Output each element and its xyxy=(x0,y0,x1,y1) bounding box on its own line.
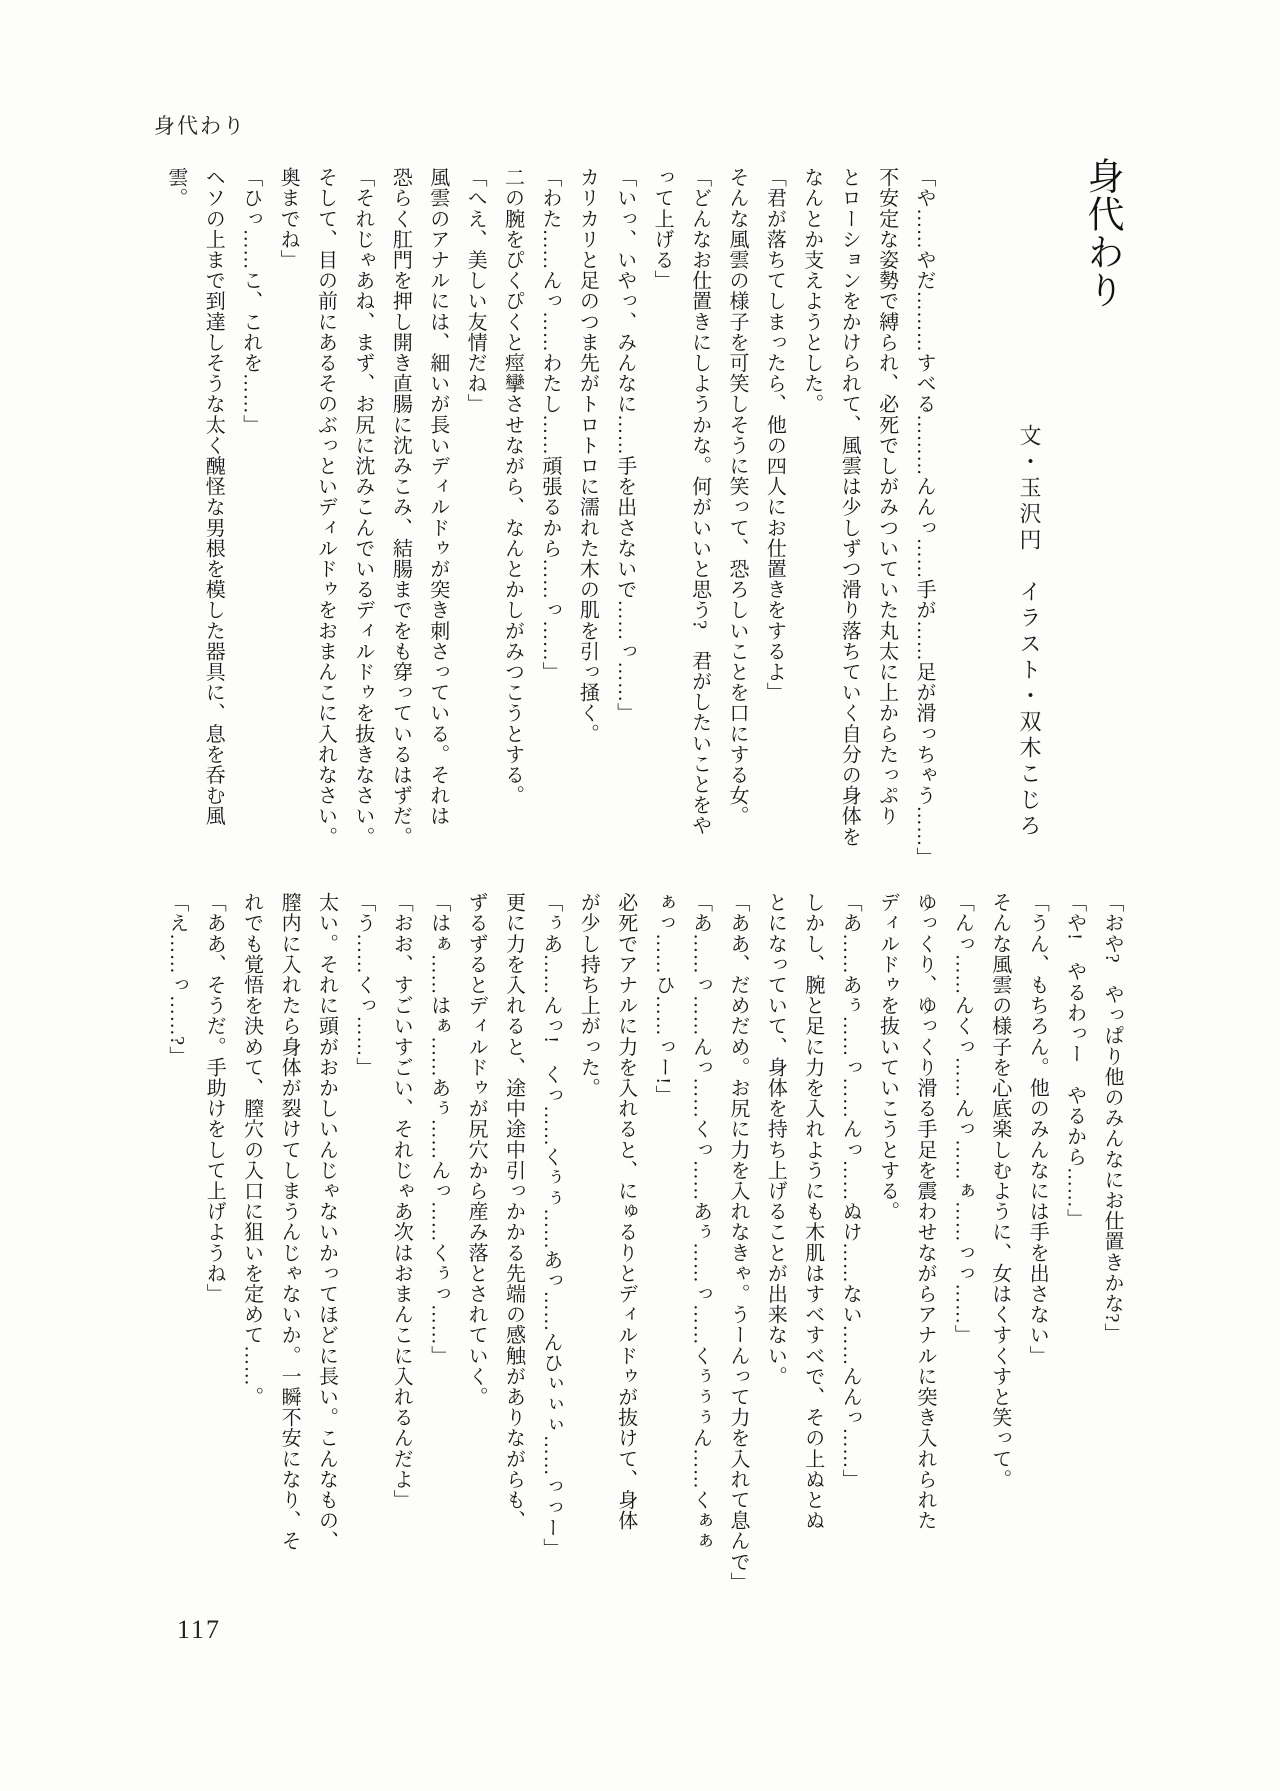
text-column: 「それじゃあね、まず、お尻に沈みこんでいるディルドゥを抜きなさい。 xyxy=(351,167,374,847)
text-column: 更に力を入れると、途中途中引っかかる先端の感触がありながらも、 xyxy=(502,892,525,1531)
text-column: とになっていて、身体を持ち上げることが出来ない。 xyxy=(764,892,787,1387)
text-column: ディルドゥを抜いていこうとする。 xyxy=(876,892,899,1222)
story-credits: 文・玉沢円 イラスト・双木こじろ xyxy=(1017,424,1042,840)
text-column: 「ああ、だめだめ。お尻に力を入れなきゃ。うーんって力を入れて息んで」 xyxy=(726,892,749,1593)
text-column: 「ひっ……こ、これを……」 xyxy=(239,167,262,435)
text-column: しかし、腕と足に力を入れようにも木肌はすべすべで、その上ぬとぬ xyxy=(801,892,824,1531)
text-column: 恐らく肛門を押し開き直腸に沈みこみ、結腸までをも穿っているはずだ。 xyxy=(389,167,412,847)
text-column: 雲。 xyxy=(164,167,187,209)
text-column: 「ぅあ……んっ! くっ……くぅぅ……あっ……んひぃぃぃ……っっー」 xyxy=(539,892,562,1559)
text-column: 風雲のアナルには、細いが長いディルドゥが突き刺さっている。それは xyxy=(426,167,449,827)
text-column: 「や! やるわっー やるから……」 xyxy=(1063,892,1086,1229)
running-header: 身代わり xyxy=(154,114,246,138)
text-column: 太い。それに頭がおかしいんじゃないかってほどに長い。こんなもの、 xyxy=(315,892,338,1552)
text-column: 「おお、すごいすごい、それじゃあ次はおまんこに入れるんだよ」 xyxy=(390,892,413,1510)
text-column: そんな風雲の様子を心底楽しむように、女はくすくすと笑って。 xyxy=(988,892,1011,1490)
text-column: 奥までね」 xyxy=(277,167,300,270)
text-column: そんな風雲の様子を可笑しそうに笑って、恐ろしいことを口にする女。 xyxy=(725,167,748,827)
text-column: ぁっ……ひ……っー!」 xyxy=(652,892,675,1106)
text-column: が少し持ち上がった。 xyxy=(577,892,600,1098)
text-block-bottom xyxy=(157,892,1130,1597)
text-column: そして、目の前にあるそのぶっといディルドゥをおまんこに入れなさい。 xyxy=(314,167,337,847)
text-column: 必死でアナルに力を入れると、にゅるりとディルドゥが抜けて、身体 xyxy=(614,892,637,1531)
text-column: れでも覚悟を決めて、膣穴の入口に狙いを定めて……。 xyxy=(240,892,263,1407)
text-column: なんとか支えようとした。 xyxy=(800,167,823,415)
text-column: ヘソの上まで到達しそうな太く醜怪な男根を模した器具に、息を呑む風 xyxy=(202,167,225,827)
story-title: 身代わり xyxy=(1081,157,1122,309)
text-column: 「おや? やっぱり他のみんなにお仕置きかな?」 xyxy=(1101,892,1123,1344)
text-column: って上げる」 xyxy=(651,167,674,291)
text-column: 「どんなお仕置きにしようかな。何がいいと思う? 君がしたいことをや xyxy=(688,167,711,836)
text-column: ずるずるとディルドゥが尻穴から産み落とされていく。 xyxy=(465,892,488,1407)
text-column: 「あ……あぅ……っ……んっ……ぬけ……ない……んんっ……」 xyxy=(839,892,862,1490)
text-column: 「君が落ちてしまったら、他の四人にお仕置きをするよ」 xyxy=(763,167,786,703)
text-column: 不安定な姿勢で縛られ、必死でしがみついていた丸太に上からたっぷり xyxy=(875,167,898,827)
text-column: 「へえ、美しい友情だね」 xyxy=(464,167,487,415)
text-column: 「う……くっ……」 xyxy=(352,892,375,1078)
text-column: とローションをかけられて、風雲は少しずつ滑り落ちていく自分の身体を xyxy=(838,167,861,847)
text-column: 「え……っ……?」 xyxy=(165,892,188,1067)
text-column: 「うん、もちろん。他のみんなには手を出さない」 xyxy=(1026,892,1049,1366)
page-number: 117 xyxy=(177,1615,222,1644)
text-column: カリカリと足のつま先がトロトロに濡れた木の肌を引っ掻く。 xyxy=(576,167,599,744)
text-column: 「あ……っ……んっ……くっ……あぅ……っ……くぅぅぅん……くぁぁ xyxy=(689,892,712,1552)
text-column: 二の腕をぴくぴくと痙攣させながら、なんとかしがみつこうとする。 xyxy=(501,167,524,806)
text-column: 膣内に入れたら身体が裂けてしまうんじゃないか。一瞬不安になり、そ xyxy=(278,892,301,1552)
text-column: 「はぁ……はぁ……あぅ……んっ……くぅっ……」 xyxy=(427,892,450,1366)
text-column: 「いっ、いやっ、みんなに……手を出さないで……っ……」 xyxy=(613,167,636,724)
text-column: ゆっくり、ゆっくり滑る手足を震わせながらアナルに突き入れられた xyxy=(913,892,936,1531)
text-block-top xyxy=(156,167,942,868)
text-column: 「んっ……んくっ……んっ……ぁ……っっ……」 xyxy=(951,892,974,1346)
text-column: 「わた……んっ……わたし……頑張るから……っ……」 xyxy=(538,167,561,682)
text-column: 「ああ、そうだ。手助けをして上げようね」 xyxy=(203,892,226,1304)
text-column: 「や……やだ………すべる………んんっ……手が……足が滑っちゃう……」 xyxy=(913,167,935,868)
